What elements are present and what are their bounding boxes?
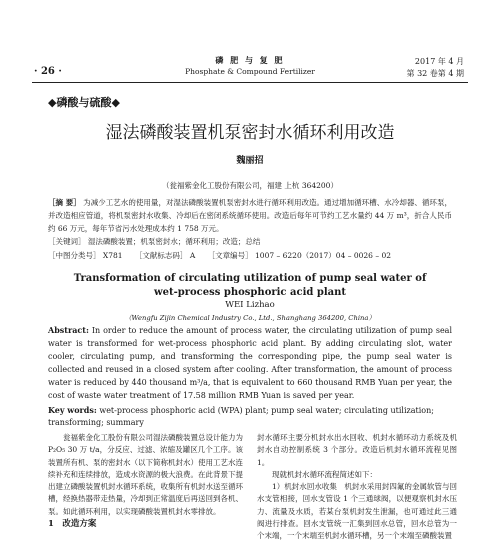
journal-name-cn: 磷 肥 与 复 肥 xyxy=(215,55,285,65)
issue-volume: 第 32 卷第 4 期 xyxy=(406,69,464,78)
keywords-en-text: wet-process phosphoric acid (WPA) plant; pump seal water; circulating utilization; transforming; summary xyxy=(48,406,434,427)
keywords-cn-label: ［关键词］ xyxy=(48,237,86,246)
author-cn: 魏丽招 xyxy=(236,156,264,166)
header-rule xyxy=(32,82,468,83)
issue-info xyxy=(407,56,464,80)
body-column-left xyxy=(48,432,243,530)
body-paragraph: 1）机封水回水收集 机封水采用封四氟的金属软管与回水支管相接，回水支管设 1 个三通球阀，以便观察机封水压力、流量及水质，若某台泵机封发生泄漏，也可通过此三通阀进行排查。回水支管统一汇集到回水总管，回水总管为一个末端，一个末端至机封水循环槽，另一个末端至磷酸装置 xyxy=(257,482,457,541)
body-paragraph: 瓮福紫金化工股份有限公司湿法磷酸装置总设计能力为 P₂O₅ 30 万 t/a，分反应、过滤、浓缩及罐区几个工序。该装置所有机、泵的密封水（以下简称机封水）使用工艺水连续补充和连续排放，造成水资源的极大浪费。在此背景下提出建立磷酸装置机封水循环系统，收集所有机封水送至循环槽，经换热器带走热量，冷却到正常温度后再送回到各机、泵。如此循环利用，以实现磷酸装置机封水零排放。 xyxy=(48,433,243,516)
body-paragraph: 封水循环主要分机封水出水回收、机封水循环动力系统及机封水自动控制系统 3 个部分。改造后机封水循环流程见图 1。 xyxy=(257,433,457,467)
section-tag: ◆磷酸与硫酸◆ xyxy=(48,96,120,109)
title-en-line2: wet-process phosphoric acid plant xyxy=(154,287,346,298)
issue-date: 2017 年 4 月 xyxy=(414,57,464,66)
affiliation-cn: （瓮福紫金化工股份有限公司，福建 上杭 364200） xyxy=(162,181,338,190)
abstract-cn-label: ［摘 要］ xyxy=(48,198,81,207)
article-number: ［文章编号］ 1007 – 6220（2017）04 – 0026 – 02 xyxy=(207,251,392,260)
keywords-cn-text: 湿法磷酸装置；机泵密封水；循环利用；改造；总结 xyxy=(87,237,261,246)
abstract-en-label: Abstract: xyxy=(48,325,89,335)
page-number: · 26 · xyxy=(34,66,62,77)
title-en xyxy=(0,272,500,300)
affiliation-en: （Wengfu Zijin Chemical Industry Co., Ltd., Shanghang 364200, China） xyxy=(124,314,376,322)
journal-name-en: Phosphate & Compound Fertilizer xyxy=(185,67,315,76)
keywords-en xyxy=(48,404,452,429)
keywords-en-label: Key words: xyxy=(48,405,97,415)
title-cn: 湿法磷酸装置机泵密封水循环利用改造 xyxy=(105,123,395,143)
abstract-en xyxy=(48,324,452,402)
abstract-cn xyxy=(48,196,452,235)
body-column-right xyxy=(257,432,457,543)
body-paragraph: 现就机封水循环流程简述如下： xyxy=(272,469,377,479)
section-heading: 1 改造方案 xyxy=(48,519,97,530)
class-number: ［中图分类号］ X781 xyxy=(48,251,123,260)
abstract-cn-text: 为减少工艺水的使用量，对湿法磷酸装置机泵密封水进行循环利用改造。通过增加循环槽、水冷却器、循环泵，并改造相应管道，将机泵密封水收集、冷却后在密闭系统循环使用。改造后每年可节约工艺水量约 44 万 m³，折合人民币约 66 万元，每年节省污水处理成本约 1 758 万元。 xyxy=(48,198,452,233)
keywords-cn xyxy=(48,236,452,248)
abstract-en-text: In order to reduce the amount of process water, the circulating utilization of pump seal water is transformed for wet-process phosphoric acid plant. By adding circulating slot, water cooler, circulating pump, and transforming the corresponding pipe, the pump seal water is collected and reused in a closed system after cooling. After transformation, the amount of process water is reduced by 440 thousand m³/a, that is equivalent to 660 thousand RMB Yuan per year, the cost of waste water treatment of 17.58 million RMB Yuan is saved per year. xyxy=(48,326,453,400)
classification-line xyxy=(48,250,452,262)
author-en: WEI Lizhao xyxy=(225,300,275,310)
doc-code: ［文献标志码］ A xyxy=(134,251,196,260)
title-en-line1: Transformation of circulating utilization of pump seal water of xyxy=(73,273,427,284)
